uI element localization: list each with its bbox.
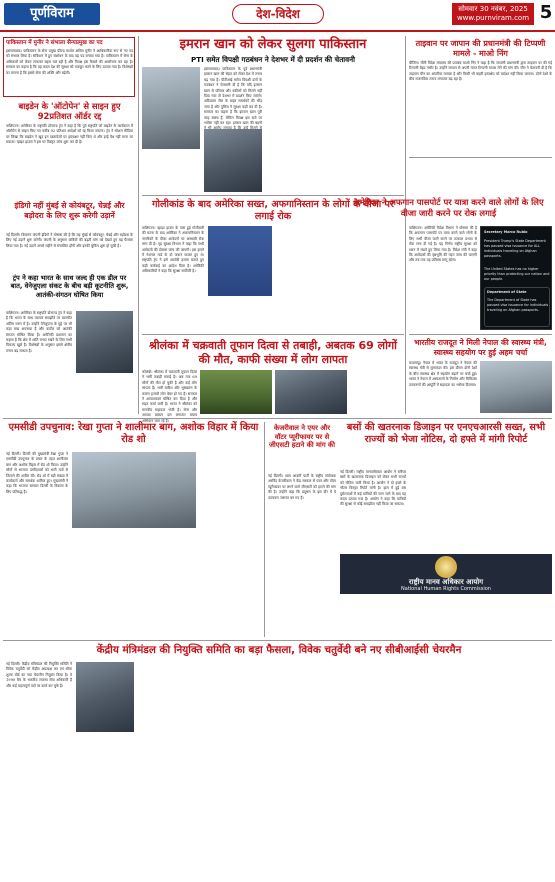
nepal-photo <box>480 361 552 413</box>
golikand-photo <box>208 226 272 296</box>
cbic-body-col4 <box>208 662 274 877</box>
date-box <box>452 3 534 25</box>
nhrc-english-name: National Human Rights Commission <box>401 586 491 592</box>
cbic-body-col2 <box>76 735 134 877</box>
cbic-body: नई दिल्ली। केंद्रीय मंत्रिमंडल की नियुक्ति समिति ने विवेक चतुर्वेदी को केंद्रीय अप्रत्यक्ष कर एवं सीमा शुल्क बोर्ड का नया चेयरमैन नियुक्त किया है। वे 1990 बैच के भारतीय राजस्व सेवा अधिकारी हैं और कई महत्वपूर्ण पदों पर कार्य कर चुके हैं। <box>6 662 72 688</box>
column-rule <box>264 422 265 637</box>
tweet-text-2: The United States has no higher priority than protecting our nation and our people. <box>484 267 550 281</box>
imran-body-col1 <box>142 152 200 192</box>
cbic-body-col7 <box>418 662 484 877</box>
mcd-photo <box>72 452 196 528</box>
page-number: 5 <box>539 2 553 23</box>
buses-body-col1-lower <box>340 598 406 637</box>
imran-headline: इमरान खान को लेकर सुलगा पाकिस्तान <box>179 37 367 52</box>
cbic-body-col3 <box>138 662 204 877</box>
emblem-icon <box>435 556 457 578</box>
mcd-body-col4 <box>200 452 260 637</box>
tweet-text: President Trump's State Department has paused visa issuance for ALL individuals traveling on Afghan passports. <box>484 239 546 258</box>
imran-body-col4 <box>336 67 402 192</box>
buses-body-col2-lower <box>410 598 480 637</box>
nepal-body: काठमांडू। नेपाल में भारत के राजदूत ने नेपाल की स्वास्थ्य मंत्री से मुलाकात की। इस दौरान दोनों देशों के बीच स्वास्थ्य क्षेत्र में सहयोग बढ़ाने पर चर्चा हुई। भारत ने नेपाल में अस्पतालों के निर्माण और चिकित्सा उपकरणों की आपूर्ति में सहायता का भरोसा दिलाया। <box>409 361 477 387</box>
japan-headline: ताइवान पर जापान की प्रधानमंत्री की टिप्पणी मामले - माओ निंग <box>415 39 546 58</box>
golikand-headline: गोलीकांड के बाद अमेरिका सख्त, अफगानिस्तान के लोगों के वीजा पर लगाई रोक <box>152 199 394 222</box>
kejriwal-body: नई दिल्ली। आम आदमी पार्टी के राष्ट्रीय संयोजक अरविंद केजरीवाल ने केंद्र सरकार से एयर और वॉटर प्यूरीफायर पर लगने वाले जीएसटी को हटाने की मांग की है। उन्होंने कहा कि प्रदूषण के इस दौर में ये उपकरण जरूरत बन गए हैं। <box>268 474 336 500</box>
india-us-photo <box>76 311 133 373</box>
section-rule <box>142 334 404 335</box>
india-us-headline: ट्रंप ने कहा भारत के साथ जल्द ही एक डील पर बात, वेनेजुएला संकट के बीच बड़ी कूटनीति शुरू, आतंकी-संगठन घोषित किया <box>10 274 129 299</box>
newspaper-logo: पूर्णविराम <box>4 3 100 25</box>
imran-body-col3 <box>266 67 332 192</box>
mcd-headline: एमसीडी उपचुनाव: रेखा गुप्ता ने शालीमार बाग, अशोक विहार में किया रोड शो <box>8 422 259 445</box>
golikand-body: वाशिंगटन। व्हाइट हाउस के पास हुई गोलीबारी की घटना के बाद अमेरिका ने अफगानिस्तान के नागरिकों के वीजा आवेदनों पर अस्थायी रोक लगा दी है। गृह सुरक्षा विभाग ने कहा कि सभी आवेदनों की दोबारा जांच की जाएगी। इस हमले में नेशनल गार्ड के दो जवान घायल हुए थे। राष्ट्रपति ट्रंप ने इसे आतंकी हमला बताते हुए कड़ी कार्रवाई का आदेश दिया है। अमेरिकी अधिकारियों ने कहा कि सुरक्षा सर्वोपरि है। <box>142 226 204 274</box>
japan-body: बीजिंग। चीनी विदेश मंत्रालय की प्रवक्ता माओ निंग ने कहा है कि जापानी प्रधानमंत्री द्वारा ताइवान पर की गई टिप्पणी बेहद गंभीर है। उन्होंने जापान से अपनी गलत टिप्पणी वापस लेने की मांग की। चीन ने चेतावनी दी है कि ताइवान चीन का आंतरिक मामला है और किसी भी बाहरी हस्तक्षेप को बर्दाश्त नहीं किया जाएगा। दोनों देशों के बीच राजनयिक तनाव लगातार बढ़ रहा है। <box>409 61 552 82</box>
golikand-body-col3 <box>276 226 338 330</box>
sri-lanka-headline: श्रीलंका में चक्रवाती तूफान दित्वा से तबाही, अबतक 69 लोगों की मौत, काफी संख्या में लोग लापता <box>149 339 397 366</box>
cbic-photo <box>76 662 134 732</box>
india-us-body-continued <box>76 376 133 408</box>
afghan-visa-headline: अमेरिका ने अफगान पासपोर्ट पर यात्रा करने वाले लोगों के लिए वीजा जारी करने पर रोक लगाई <box>353 197 544 218</box>
section-rule <box>3 418 552 419</box>
sri-lanka-photo-2 <box>275 370 347 414</box>
quoted-tweet-author: Department of State <box>487 290 527 294</box>
buses-body-col3-lower <box>484 598 552 637</box>
india-us-body: वाशिंगटन। अमेरिका के राष्ट्रपति डोनाल्ड ट्रंप ने कहा है कि भारत के साथ व्यापार समझौते पर बातचीत अंतिम चरण में है। उन्होंने वेनेजुएला के मुद्दे पर भी कड़ा रुख अपनाया है और कार्टेल को आतंकी संगठन घोषित किया है। अमेरिकी प्रशासन का कहना है कि क्षेत्र में शांति बनाए रखने के लिए सभी विकल्प खुले हैं। विशेषज्ञों के अनुसार इससे क्षेत्रीय तनाव बढ़ सकता है। <box>6 311 72 353</box>
section-title: देश-विदेश <box>232 4 324 24</box>
cbic-body-col6 <box>348 662 414 877</box>
sri-lanka-photo-1 <box>200 370 272 414</box>
buses-body-col3 <box>484 470 552 550</box>
website-url: www.purnviram.com <box>456 14 530 22</box>
biden-headline: बाइडेन के 'ऑटोपेन' से साइन हुए 92प्रतिशत ऑर्डर रद्द <box>18 101 121 121</box>
nhrc-logo-panel <box>340 554 552 594</box>
tweet-author: Secretary Marco Rubio <box>484 230 528 234</box>
buses-headline: बसों की खतरनाक डिजाइन पर एनएचआरसी सख्त, सभी राज्यों को भेजा नोटिस, दो हफ्ते में मांगी रिपोर्ट <box>346 422 546 445</box>
mcd-body-col3 <box>136 531 196 637</box>
mcd-body: नई दिल्ली। दिल्ली की मुख्यमंत्री रेखा गुप्ता ने एमसीडी उपचुनाव के प्रचार के तहत शालीमार बाग और अशोक विहार में रोड शो किया। उन्होंने लोगों से भाजपा उम्मीदवारों को भारी मतों से जिताने की अपील की। रोड शो में बड़ी संख्या में कार्यकर्ता और समर्थक शामिल हुए। मुख्यमंत्री ने कहा कि भाजपा सरकार दिल्ली के विकास के लिए प्रतिबद्ध है। <box>6 452 68 494</box>
biden-body: वाशिंगटन। अमेरिका के राष्ट्रपति डोनाल्ड ट्रंप ने कहा है कि पूर्व राष्ट्रपति जो बाइडेन के कार्यकाल में ऑटोपेन से साइन किए गए करीब 92 प्रतिशत आदेशों को रद्द किया जाएगा। ट्रंप ने सोशल मीडिया पर लिखा कि बाइडेन ने खुद इन दस्तावेजों पर हस्ताक्षर नहीं किए थे और इन्हें वैध नहीं माना जा सकता। व्हाइट हाउस ने इस पर विस्तृत जांच शुरू कर दी है। <box>6 124 133 145</box>
nepal-headline: भारतीय राजदूत ने मिली नेपाल की स्वास्थ्य मंत्री, स्वास्थ्य सहयोग पर हुई अहम चर्चा <box>414 338 547 357</box>
issue-date: सोमवार 30 नवंबर, 2025 <box>458 5 528 13</box>
mcd-body-col2 <box>72 531 132 637</box>
cbic-body-col8 <box>488 662 552 877</box>
kejriwal-headline: केजरीवाल ने एयर और वॉटर प्यूरीफायर पर से जीएसटी हटाने की मांग की <box>269 424 335 450</box>
indigo-headline: इंडिगो नहीं मुंबई से कोयंबटूर, चेन्नई और बड़ोदरा के लिए शुरू करेगी उड़ानें <box>14 201 125 220</box>
section-rule <box>3 640 552 641</box>
buses-body: नई दिल्ली। राष्ट्रीय मानवाधिकार आयोग ने स्लीपर बसों के खतरनाक डिजाइन को लेकर सभी राज्यों को नोटिस जारी किया है। आयोग ने दो हफ्ते के भीतर विस्तृत रिपोर्ट मांगी है। हाल में हुई बस दुर्घटनाओं में कई यात्रियों की जान जाने के बाद यह कदम उठाया गया है। आयोग ने कहा कि यात्रियों की सुरक्षा से कोई समझौता नहीं किया जा सकता। <box>340 470 406 507</box>
column-rule <box>138 36 139 414</box>
section-rule <box>409 157 552 158</box>
golikand-body-col2 <box>208 299 272 331</box>
cbic-body-col5 <box>278 662 344 877</box>
section-rule <box>409 334 552 335</box>
imran-subheadline: PTI समेत विपक्षी गठबंधन ने देशभर में दी प्रदर्शन की चेतावनी <box>190 55 355 64</box>
quoted-tweet <box>484 287 550 327</box>
section-rule <box>142 195 404 196</box>
imran-photo <box>142 67 200 149</box>
quoted-tweet-text: The Department of State has paused visa issuance for individuals traveling on Afghan passports. <box>487 298 549 312</box>
indigo-body: नई दिल्ली। विमानन कंपनी इंडिगो ने घोषणा की है कि वह मुंबई से कोयंबटूर, चेन्नई और बड़ोदरा के लिए नई उड़ानें शुरू करेगी। कंपनी के अनुसार यात्रियों की बढ़ती मांग को देखते हुए यह फैसला लिया गया है। नई उड़ानें अगले महीने से संचालित होंगी और इनकी बुकिंग शुरू हो चुकी है। <box>6 233 133 248</box>
pak-amendment-headline: पाकिस्तान में मुनीर ने संभाला सैन्यप्रमुख का पद <box>6 40 103 46</box>
pak-amendment-body: इस्लामाबाद। पाकिस्तान के सेना प्रमुख फील्ड मार्शल असिम मुनीर ने आधिकारिक रूप से नए पद को संभाल लिया है। संविधान में हुए संशोधन के बाद यह पद बनाया गया है। पाकिस्तान में सेना के अधिकारों को लेकर लगातार बहस चल रही है और विपक्ष इस फैसले की आलोचना कर रहा है। सरकार का कहना है कि यह कदम देश की सुरक्षा को मजबूत करने के लिए उठाया गया है। विशेषज्ञों का मानना है कि इससे सेना की शक्ति और बढ़ेगी। <box>6 49 133 75</box>
nhrc-hindi-name: राष्ट्रीय मानव अधिकार आयोग <box>408 578 484 586</box>
tweet-embed <box>480 226 552 330</box>
sri-lanka-body-col4 <box>350 370 404 414</box>
golikand-body-col4 <box>342 226 402 330</box>
buses-body-col2 <box>410 470 480 550</box>
sri-lanka-body: कोलंबो। श्रीलंका में चक्रवाती तूफान दित्वा ने भारी तबाही मचाई है। अब तक 69 लोगों की मौत हो चुकी है और कई लोग लापता हैं। भारी बारिश और भूस्खलन के कारण हजारों लोग बेघर हो गए हैं। सरकार ने आपातकाल घोषित कर दिया है और राहत कार्य जारी है। भारत ने श्रीलंका को मानवीय सहायता भेजी है। सेना और आपदा प्रबंधन दल लगातार बचाव अभियान चला रहे हैं। <box>142 370 197 423</box>
afghan-visa-body: वाशिंगटन। अमेरिकी विदेश विभाग ने घोषणा की है कि अफगान पासपोर्ट पर यात्रा करने वाले लोगों के लिए सभी वीजा जारी करने पर तत्काल प्रभाव से रोक लगा दी गई है। यह निर्णय राष्ट्रीय सुरक्षा को ध्यान में रखते हुए लिया गया है। विदेश मंत्री ने कहा कि आवेदकों की पृष्ठभूमि की गहन जांच की जाएगी और तब तक यह प्रतिबंध लागू रहेगा। <box>409 226 477 263</box>
cbic-headline: केंद्रीय मंत्रिमंडल की नियुक्ति समिति का बड़ा फैसला, विवेक चतुर्वेदी बने नए सीबीआईसी चेयरमैन <box>96 644 462 656</box>
column-rule <box>405 36 406 414</box>
imran-body: इस्लामाबाद। पाकिस्तान के पूर्व प्रधानमंत्री इमरान खान की सेहत को लेकर देश में तनाव बढ़ गया है। पीटीआई समेत विपक्षी दलों के गठबंधन ने चेतावनी दी है कि यदि इमरान खान से परिवार और वकीलों को मिलने नहीं दिया गया तो देशभर में प्रदर्शन किए जाएंगे। अदियाला जेल के बाहर समर्थकों की भीड़ जमा है और पुलिस ने सुरक्षा कड़ी कर दी है। सरकार का कहना है कि इमरान खान पूरी तरह स्वस्थ हैं, लेकिन विपक्ष इस दावे पर भरोसा नहीं कर रहा। इमरान खान की बहनों <box>204 67 262 126</box>
imran-protest-photo <box>204 129 262 192</box>
masthead <box>0 0 555 32</box>
